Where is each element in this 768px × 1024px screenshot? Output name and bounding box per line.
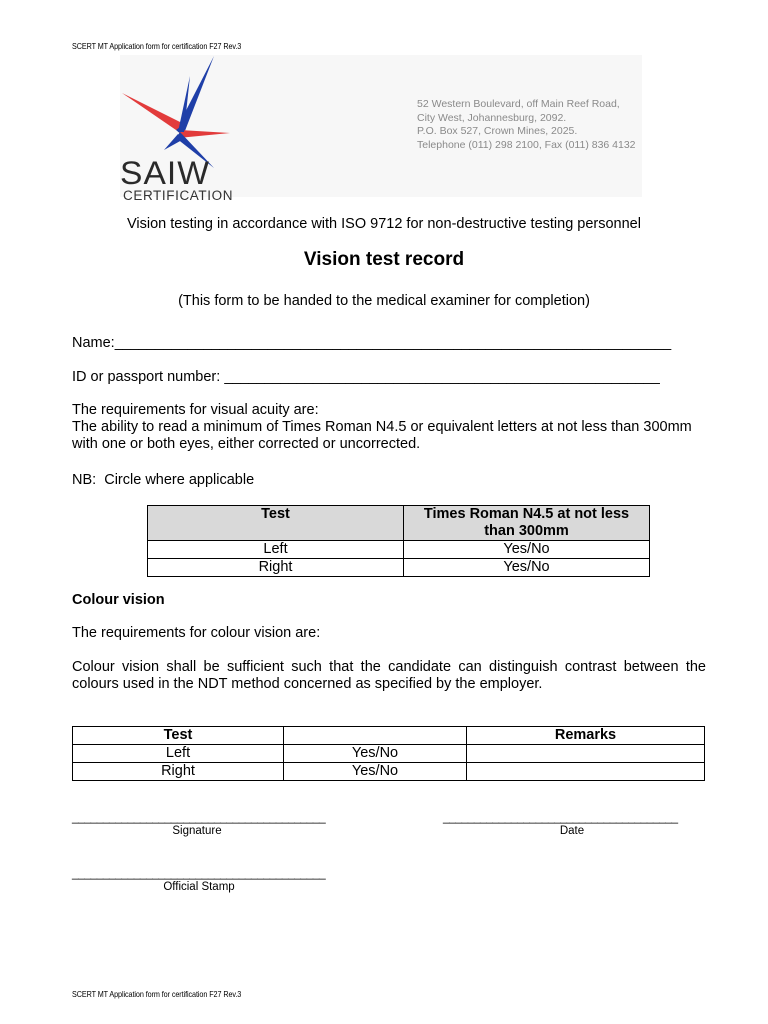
colour-header-test: Test xyxy=(73,727,284,745)
nb-note: NB: Circle where applicable xyxy=(72,472,255,488)
acuity-cell-left-result[interactable]: Yes/No xyxy=(404,541,650,559)
signature-line[interactable]: _________________________________________ xyxy=(72,810,326,824)
colour-requirements-heading: The requirements for colour vision are: xyxy=(72,625,321,641)
acuity-cell-right: Right xyxy=(148,559,404,577)
id-field-line[interactable]: ID or passport number: ______________________________________________________ xyxy=(72,369,660,385)
colour-header-remarks: Remarks xyxy=(467,727,705,745)
colour-cell-right-result[interactable]: Yes/No xyxy=(284,763,467,781)
page-title: Vision test record xyxy=(303,249,465,270)
colour-requirements-text: Colour vision shall be sufficient such that the candidate can distinguish contrast between the colours used in the NDT method concerned as specified by the employer. xyxy=(72,659,706,692)
page-footer: SCERT MT Application form for certification F27 Rev.3 xyxy=(72,989,242,999)
intro-text: Vision testing in accordance with ISO 9712 for non-destructive testing personnel xyxy=(127,216,641,232)
stamp-line[interactable]: _________________________________________ xyxy=(72,866,326,880)
table-row xyxy=(73,745,705,763)
colour-cell-right-remarks[interactable] xyxy=(467,763,705,781)
form-note: (This form to be handed to the medical examiner for completion) xyxy=(178,293,590,309)
colour-vision-heading: Colour vision xyxy=(72,592,165,608)
table-row xyxy=(148,559,650,577)
logo-subtitle: CERTIFICATION xyxy=(123,188,234,203)
stamp-label: Official Stamp xyxy=(163,881,235,893)
colour-vision-table xyxy=(72,726,705,781)
table-row xyxy=(148,541,650,559)
logo-brand-text: SAIW xyxy=(120,155,211,191)
signature-label: Signature xyxy=(172,825,222,837)
acuity-header-test: Test xyxy=(148,506,404,541)
table-row xyxy=(73,763,705,781)
company-address: 52 Western Boulevard, off Main Reef Road, City West, Johannesburg, 2092. P.O. Box 527, Crown Mines, 2025. Telephone (011) 298 2100, Fax (011) 836 4132 xyxy=(417,98,636,151)
visual-acuity-table xyxy=(147,505,650,577)
colour-cell-left: Left xyxy=(73,745,284,763)
colour-cell-left-remarks[interactable] xyxy=(467,745,705,763)
acuity-heading: The requirements for visual acuity are: xyxy=(72,402,319,418)
page-header: SCERT MT Application form for certification F27 Rev.3 xyxy=(72,41,242,51)
name-field-line[interactable]: Name:_____________________________________________________________________ xyxy=(72,335,672,351)
date-line[interactable]: ______________________________________ xyxy=(443,810,678,824)
acuity-header-result: Times Roman N4.5 at not less than 300mm xyxy=(404,506,650,541)
acuity-cell-left: Left xyxy=(148,541,404,559)
colour-header-result xyxy=(284,727,467,745)
colour-cell-left-result[interactable]: Yes/No xyxy=(284,745,467,763)
colour-cell-right: Right xyxy=(73,763,284,781)
acuity-requirements-text: The ability to read a minimum of Times Roman N4.5 or equivalent letters at not less than 300mm with one or both eyes, either corrected or uncorrected. xyxy=(72,419,692,452)
acuity-cell-right-result[interactable]: Yes/No xyxy=(404,559,650,577)
date-label: Date xyxy=(559,825,585,837)
